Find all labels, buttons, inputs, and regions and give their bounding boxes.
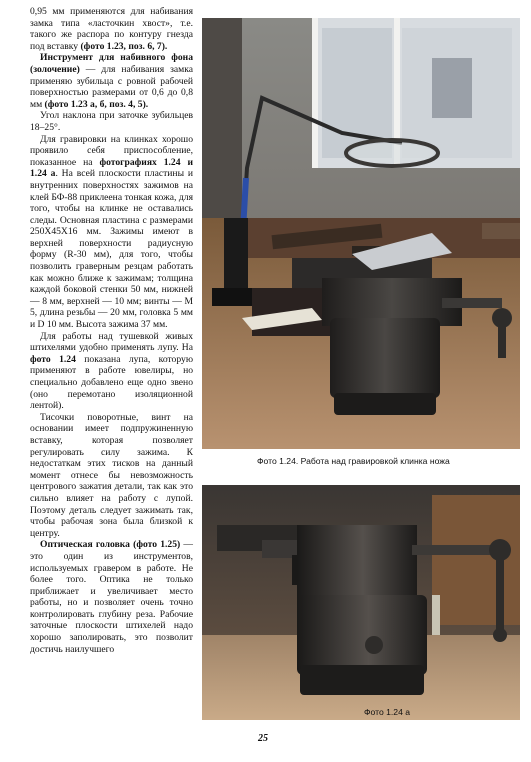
paragraph: Угол наклона при заточке зубильцев 18–25°. <box>30 110 193 133</box>
paragraph: Инструмент для набивного фона (золочение) — для набивания замка применяю зубильца с ровной рабочей поверхностью размерами от 0,6 до 0,8 мм (фото 1.23 а, б, поз. 4, 5). <box>30 52 193 110</box>
vise-photo <box>202 485 520 720</box>
text-column <box>30 6 193 655</box>
vise-image <box>202 485 520 720</box>
paragraph: Тисочки поворотные, винт на основании имеет подпружиненную вставку, которая позволяет регулировать силу зажима. К недостаткам этих тисков на данный момент отнесе бы невозможность центрового зажатия детали, так как это сильно влияет на работу с лупой. Поэтому деталь следует зажимать так, чтобы рабочая зона была близкой к центру. <box>30 411 193 539</box>
engraving-photo <box>202 18 520 449</box>
photo-caption: Фото 1.24 а <box>364 707 411 717</box>
paragraph: Оптическая головка (фото 1.25) — это один из инструментов, используемых гравером в работе. Не более того. Оптика не только приближает и увеличивает место работы, но и позволяет очень точно контролировать глубину реза. Рабочие заточные плоскости штихелей надо хорошо заполировать, это позволит достичь наилучшего <box>30 539 193 655</box>
page-number: 25 <box>258 733 268 744</box>
paragraph: 0,95 мм применяются для набивания замка типа «ласточкин хвост», т.е. такого же распора по контуру гнезда под вставку (фото 1.23, поз. 6, 7). <box>30 6 193 52</box>
paragraph: Для гравировки на клинках хорошо проявило себя приспособление, показанное на фотографиях 1.24 и 1.24 а. На всей плоскости пластины и внутренних поверхностях зажимов на клей БФ-88 приклеена тонкая кожа, для того, чтобы на клинке не оставались следы. Основная пластина с размерами 250Х45Х16 мм. Зажимы имеют в верхней поверхности радиусную форму (R-30 мм), для того, чтобы позволить граверным резцам работать как можно ближе к зажимам; толщина каждой боковой стенки 50 мм, нижней — 8 мм, верхней — 10 мм; винты — М 5, длина резьбы — 20 мм, головка 5 мм и D 10 мм. Высота зажима 37 мм. <box>30 133 193 331</box>
workbench-image <box>202 18 520 449</box>
paragraph: Для работы над тушевкой живых штихелями удобно применять лупу. На фото 1.24 показана лупа, которую применяют в работе ювелиры, но специально добавлено еще одно звено (оно перемотано изоляционной лентой). <box>30 330 193 412</box>
photo-caption: Фото 1.24. Работа над гравировкой клинка ножа <box>257 456 450 466</box>
